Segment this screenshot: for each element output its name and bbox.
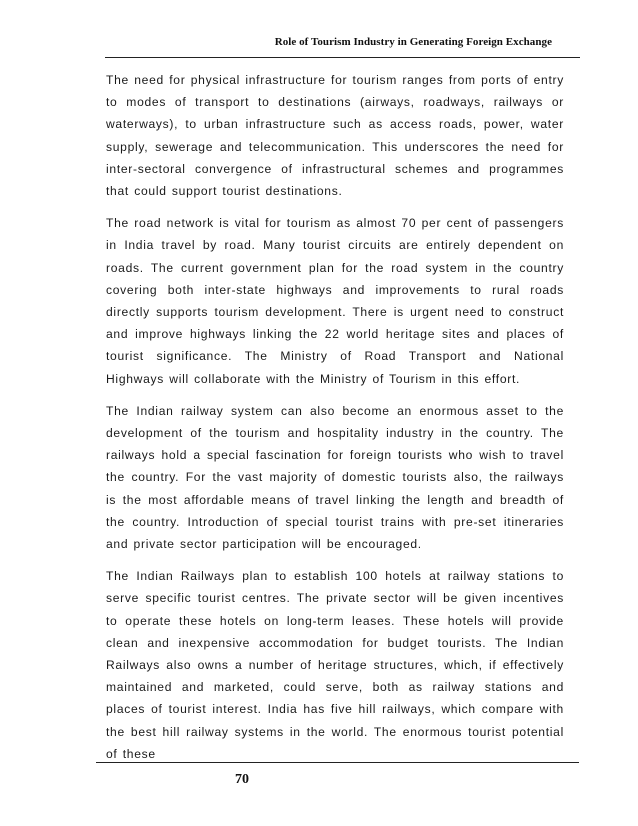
paragraph-railway-system: The Indian railway system can also become an enormous asset to the development of the tourism and hospitality industry in the country. The railways hold a special fascination for foreign tourists who wish to travel the country. For the vast majority of domestic tourists also, the railways is the most affordable means of travel linking the length and breadth of the country. Introduction of special tourist trains with pre-set itineraries and private sector participation will be encouraged. [106, 403, 564, 552]
paragraph-infrastructure: The need for physical infrastructure for tourism ranges from ports of entry to modes of transport to destinations (airways, roadways, railways or waterways), to urban infrastructure such as access roads, power, water supply, sewerage and telecommunication. This underscores the need for inter-sectoral convergence of infrastructural schemes and programmes that could support tourist destinations. [106, 73, 564, 199]
footer-rule [96, 762, 579, 763]
paragraph-railway-hotels: The Indian Railways plan to establish 100 hotels at railway stations to serve specific tourist centres. The private sector will be given incentives to operate these hotels on long-term leases. These hotels will provide clean and inexpensive accommodation for budget tourists. The Indian Railways also owns a number of heritage structures, which, if effectively maintained and marketed, could serve, both as railway stations and places of tourist interest. India has five hill railways, which compare with the best hill railway systems in the world. The enormous tourist potential of these [106, 569, 564, 761]
body-text [106, 69, 564, 775]
paragraph-road-network: The road network is vital for tourism as almost 70 per cent of passengers in India travel by road. Many tourist circuits are entirely dependent on roads. The current government plan for the road system in the country covering both inter-state highways and improvements to rural roads directly supports tourism development. There is urgent need to construct and improve highways linking the 22 world heritage sites and places of tourist significance. The Ministry of Road Transport and National Highways will collaborate with the Ministry of Tourism in this effort. [106, 216, 564, 386]
page-number: 70 [235, 772, 249, 787]
header-rule [105, 57, 580, 58]
running-header: Role of Tourism Industry in Generating Foreign Exchange [274, 36, 552, 48]
